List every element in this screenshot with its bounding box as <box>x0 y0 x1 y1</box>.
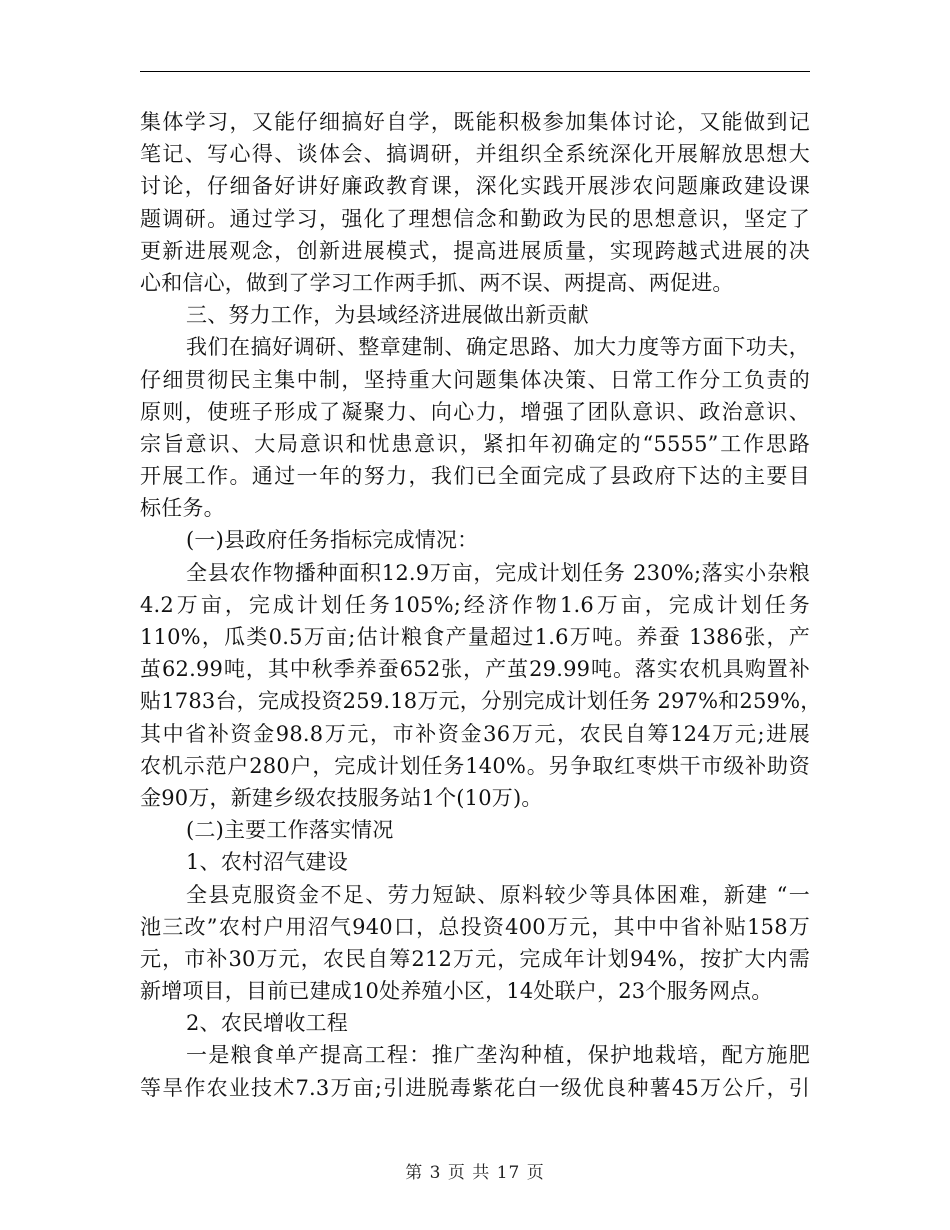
text-line: 集体学习，又能仔细搞好自学，既能积极参加集体讨论，又能做到记 <box>140 110 810 134</box>
text-line: 讨论，仔细备好讲好廉政教育课，深化实践开展涉农问题廉政建设课 <box>140 174 810 199</box>
text-line: 标任务。 <box>140 496 225 521</box>
text-line: 池三改”农村户用沼气940口，总投资400万元，其中中省补贴158万 <box>140 914 810 939</box>
text-line: 新增项目，目前已建成10处养殖小区，14处联户，23个服务网点。 <box>140 979 773 1004</box>
text-line: 开展工作。通过一年的努力，我们已全面完成了县政府下达的主要目 <box>140 464 810 489</box>
text-line: 原则，使班子形成了凝聚力、向心力，增强了团队意识、政治意识、 <box>140 399 810 424</box>
text-line: 其中省补资金98.8万元，市补资金36万元，农民自筹124万元;进展 <box>140 721 810 746</box>
text-line: 我们在搞好调研、整章建制、确定思路、加大力度等方面下功夫， <box>186 335 810 360</box>
item-heading: 2、农民增收工程 <box>186 1011 348 1036</box>
text-line: 110%，瓜类0.5万亩;估计粮食产量超过1.6万吨。养蚕 1386张，产 <box>140 625 810 649</box>
text-line: 全县克服资金不足、劳力短缺、原料较少等具体困难，新建 “一 <box>186 882 810 907</box>
text-line: 全县农作物播种面积12.9万亩，完成计划任务 230%;落实小杂粮 <box>186 560 810 585</box>
subsection-heading: (二)主要工作落实情况 <box>186 818 394 843</box>
text-line: 元，市补30万元，农民自筹212万元，完成年计划94%，按扩大内需 <box>140 946 810 971</box>
subsection-heading: (一)县政府任务指标完成情况： <box>186 528 479 553</box>
text-line: 金90万，新建乡级农技服务站1个(10万)。 <box>140 785 543 810</box>
text-line: 笔记、写心得、谈体会、搞调研，并组织全系统深化开展解放思想大 <box>140 142 810 167</box>
text-line: 茧62.99吨，其中秋季养蚕652张，产茧29.99吨。落实农机具购置补 <box>140 657 810 682</box>
text-line: 宗旨意识、大局意识和忧患意识，紧扣年初确定的“5555”工作思路 <box>140 431 810 456</box>
text-line: 农机示范户280户，完成计划任务140%。另争取红枣烘干市级补助资 <box>140 753 810 778</box>
document-body <box>140 106 822 1104</box>
text-line: 仔细贯彻民主集中制，坚持重大问题集体决策、日常工作分工负责的 <box>140 367 810 392</box>
page-number: 第 3 页 共 17 页 <box>405 1163 545 1183</box>
item-heading: 1、农村沼气建设 <box>186 850 348 875</box>
text-line: 题调研。通过学习，强化了理想信念和勤政为民的思想意识，坚定了 <box>140 206 810 231</box>
section-heading: 三、努力工作，为县域经济进展做出新贡献 <box>186 303 589 328</box>
text-line: 等旱作农业技术7.3万亩;引进脱毒紫花白一级优良种薯45万公斤，引 <box>140 1075 810 1100</box>
text-line: 一是粮食单产提高工程：推广垄沟种植，保护地栽培，配方施肥 <box>186 1043 810 1068</box>
header-rule <box>140 71 810 72</box>
text-line: 贴1783台，完成投资259.18万元，分别完成计划任务 297%和259%， <box>140 689 822 714</box>
text-line: 更新进展观念，创新进展模式，提高进展质量，实现跨越式进展的决 <box>140 238 810 263</box>
text-line: 心和信心，做到了学习工作两手抓、两不误、两提高、两促进。 <box>140 270 734 295</box>
text-line: 4.2万亩，完成计划任务105%;经济作物1.6万亩，完成计划任务 <box>140 592 810 617</box>
